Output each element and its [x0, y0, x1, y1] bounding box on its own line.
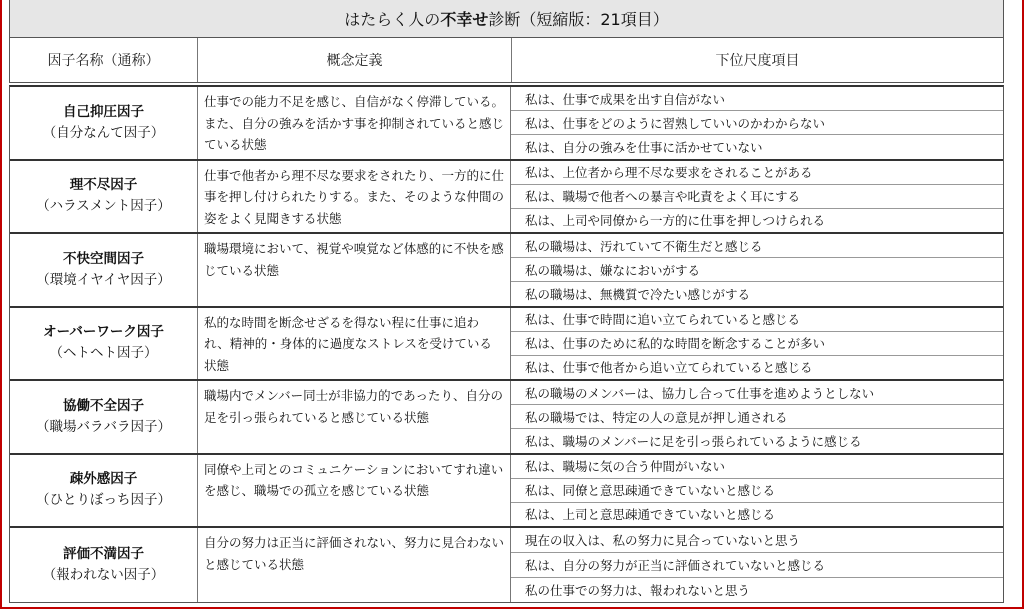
factor-row	[10, 161, 1003, 235]
factor-name-cell	[10, 455, 198, 527]
title-prefix: はたらく人の	[344, 10, 441, 29]
subscale-items	[511, 87, 1003, 159]
factor-name: オーバーワーク因子	[43, 324, 164, 341]
table-header-row	[9, 38, 1004, 83]
factor-alias: （ヘトヘト因子）	[49, 345, 158, 362]
subscale-item: 私は、上位者から理不尽な要求をされることがある	[511, 161, 1003, 185]
factor-name: 評価不満因子	[63, 545, 144, 562]
subscale-item: 私は、仕事で他者から追い立てられていると感じる	[525, 360, 813, 376]
subscale-items	[511, 528, 1003, 602]
factor-definition: 同僚や上司とのコミュニケーションにおいてすれ違いを感じ、職場での孤立を感じている状態	[198, 455, 511, 527]
subscale-item: 私の職場は、汚れていて不衛生だと感じる	[511, 234, 1003, 258]
subscale-items	[511, 381, 1003, 453]
factor-name: 不快空間因子	[63, 250, 144, 267]
subscale-items	[511, 455, 1003, 527]
factor-name: 理不尽因子	[69, 177, 138, 194]
title-emphasis: 不幸せ	[440, 10, 489, 29]
factor-alias: （ハラスメント因子）	[36, 198, 171, 215]
factor-alias: （自分なんて因子）	[42, 124, 165, 141]
factor-name-cell	[10, 161, 198, 233]
subscale-item: 私は、自分の努力が正当に評価されていないと感じる	[511, 553, 1003, 578]
subscale-item: 私は、職場のメンバーに足を引っ張られているように感じる	[525, 433, 862, 449]
subscale-item: 私の職場は、嫌なにおいがする	[511, 258, 1003, 282]
header-factor-name: 因子名称（通称）	[10, 38, 198, 82]
factor-row	[10, 528, 1003, 602]
factor-name: 自己抑圧因子	[63, 103, 144, 120]
factor-name-cell	[10, 381, 198, 453]
subscale-item: 私は、仕事で成果を出す自信がない	[511, 87, 1003, 111]
subscale-items	[511, 308, 1003, 380]
factor-name-cell	[10, 308, 198, 380]
factor-row	[10, 234, 1003, 308]
title-suffix: 診断（短縮版：21項目）	[488, 10, 669, 29]
factor-rows	[9, 85, 1004, 603]
factor-alias: （環境イヤイヤ因子）	[36, 271, 171, 288]
subscale-item: 私の職場は、無機質で冷たい感じがする	[525, 286, 751, 302]
subscale-item: 私は、仕事のために私的な時間を断念することが多い	[511, 332, 1003, 356]
factor-definition: 自分の努力は正当に評価されない、努力に見合わないと感じている状態	[198, 528, 511, 602]
subscale-item: 私は、仕事をどのように習熟していいのかわからない	[511, 111, 1003, 135]
factor-alias: （報われない因子）	[42, 566, 165, 583]
subscale-items	[511, 161, 1003, 233]
subscale-item: 私は、仕事で時間に追い立てられていると感じる	[511, 308, 1003, 332]
factor-row	[10, 308, 1003, 382]
factor-alias: （職場バラバラ因子）	[36, 418, 171, 435]
factor-row	[10, 455, 1003, 529]
factor-name-cell	[10, 528, 198, 602]
header-definition: 概念定義	[198, 38, 512, 82]
factor-definition: 私的な時間を断念せざるを得ない程に仕事に追われ、精神的・身体的に過度なストレスを受けている状態	[198, 308, 511, 380]
subscale-items	[511, 234, 1003, 306]
factor-definition: 仕事で他者から理不尽な要求をされたり、一方的に仕事を押し付けられたりする。また、そのような仲間の姿をよく見聞きする状態	[198, 161, 511, 233]
subscale-item: 私の仕事での努力は、報われないと思う	[525, 582, 751, 598]
subscale-item: 私の職場では、特定の人の意見が押し通される	[511, 405, 1003, 429]
factor-name-cell	[10, 87, 198, 159]
subscale-item: 私は、職場に気の合う仲間がいない	[511, 455, 1003, 479]
factor-row	[10, 87, 1003, 161]
factor-alias: （ひとりぼっち因子）	[36, 492, 171, 509]
header-subscale-items: 下位尺度項目	[715, 53, 800, 69]
diagnosis-table	[9, 0, 1004, 603]
subscale-item: 私は、同僚と意思疎通できていないと感じる	[511, 479, 1003, 503]
factor-row	[10, 381, 1003, 455]
subscale-item: 私は、上司や同僚から一方的に仕事を押しつけられる	[525, 213, 826, 229]
factor-name-cell	[10, 234, 198, 306]
subscale-item: 私の職場のメンバーは、協力し合って仕事を進めようとしない	[511, 381, 1003, 405]
factor-definition: 職場内でメンバー同士が非協力的であったり、自分の足を引っ張られていると感じている状態	[198, 381, 511, 453]
subscale-item: 私は、職場で他者への暴言や叱責をよく耳にする	[511, 185, 1003, 209]
factor-name: 疎外感因子	[69, 471, 138, 488]
subscale-item: 私は、上司と意思疎通できていないと感じる	[525, 507, 776, 523]
table-title	[9, 0, 1004, 38]
factor-definition: 職場環境において、視覚や嗅覚など体感的に不快を感じている状態	[198, 234, 511, 306]
factor-definition: 仕事での能力不足を感じ、自信がなく停滞している。また、自分の強みを活かす事を抑制されていると感じている状態	[198, 87, 511, 159]
subscale-item: 現在の収入は、私の努力に見合っていないと思う	[511, 528, 1003, 553]
factor-name: 協働不全因子	[63, 397, 144, 414]
subscale-item: 私は、自分の強みを仕事に活かせていない	[525, 139, 763, 155]
